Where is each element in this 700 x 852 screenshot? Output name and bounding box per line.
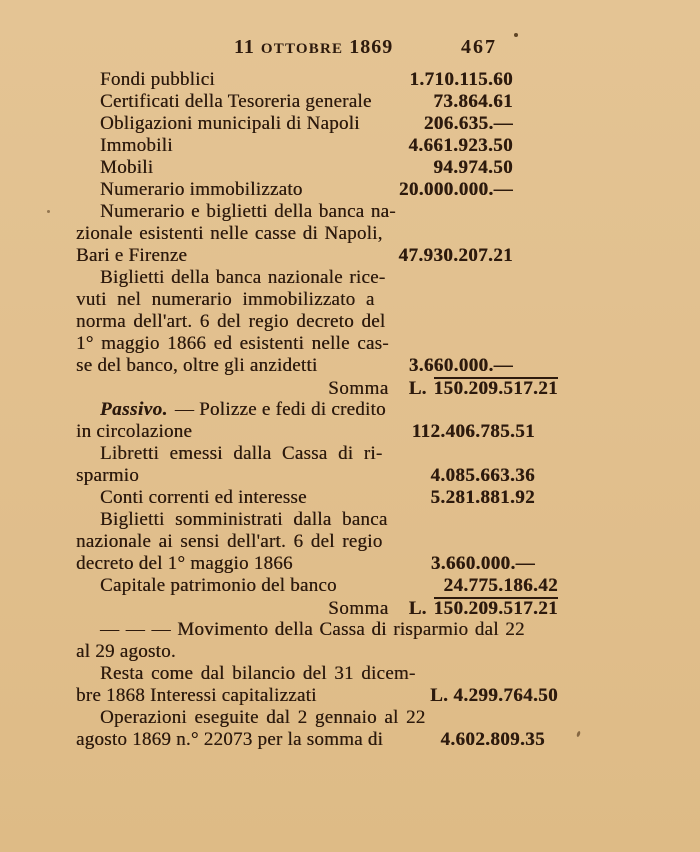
row-label: decreto del 1° maggio 1866: [76, 553, 293, 574]
para-biglietti-ricevuti-line-5: [76, 355, 700, 377]
somma-total: [328, 597, 558, 620]
row-amount: 73.864.61: [433, 91, 513, 112]
currency-abbrev: L.: [408, 378, 427, 399]
row-label: 1° maggio 1866 ed esistenti nelle cas-: [76, 333, 389, 354]
para-movimento-line-2: [76, 641, 700, 663]
row-amount: 94.974.50: [433, 157, 513, 178]
para-resta-bilancio-line-2: [76, 685, 700, 707]
page-header-date: [234, 36, 393, 59]
para-passivo-polizze-line-1: [76, 399, 700, 421]
row-immobili: [76, 135, 700, 157]
row-obligazioni-napoli: [76, 113, 700, 135]
row-label: — Polizze e fedi di credito: [174, 399, 386, 420]
para-operazioni-line-1: [76, 707, 700, 729]
para-biglietti-ricevuti-line-1: [76, 267, 700, 289]
row-label: Capitale patrimonio del banco: [100, 575, 337, 596]
row-label: agosto 1869 n.° 22073 per la somma di: [76, 729, 384, 750]
row-label: Biglietti somministrati dalla banca: [100, 509, 388, 530]
row-label: Conti correnti ed interesse: [100, 487, 307, 508]
row-amount: 47.930.207.21: [398, 245, 513, 266]
header-date-month: OTTOBRE: [260, 41, 344, 57]
row-label: Fondi pubblici: [100, 69, 215, 90]
row-label: Numerario e biglietti della banca na-: [100, 201, 396, 222]
row-somma-attivo: [76, 377, 700, 399]
scan-speck: [47, 210, 50, 213]
somma-label: Somma: [328, 598, 389, 619]
header-date-day: 11: [234, 36, 255, 58]
somma-total: [328, 377, 558, 400]
row-conti-correnti: [76, 487, 700, 509]
row-somma-passivo: [76, 597, 700, 619]
currency-abbrev: L.: [408, 598, 427, 619]
ledger-body: [76, 69, 700, 751]
para-resta-bilancio-line-1: [76, 663, 700, 685]
para-biglietti-ricevuti-line-3: [76, 311, 700, 333]
para-movimento-line-1: [76, 619, 700, 641]
row-amount: L. 4.299.764.50: [430, 685, 558, 706]
row-numerario-immobilizzato: [76, 179, 700, 201]
para-numerario-biglietti-line-1: [76, 201, 700, 223]
page-number: 467: [461, 36, 497, 58]
para-biglietti-somministrati-line-2: [76, 531, 700, 553]
row-amount: 5.281.881.92: [430, 487, 535, 508]
row-amount: 4.661.923.50: [408, 135, 513, 156]
row-label: Biglietti della banca nazionale rice-: [100, 267, 386, 288]
row-label: nazionale ai sensi dell'art. 6 del regio: [76, 531, 383, 552]
row-amount: 3.660.000.—: [430, 553, 535, 574]
row-fondi-pubblici: [76, 69, 700, 91]
para-biglietti-ricevuti-line-4: [76, 333, 700, 355]
row-mobili: [76, 157, 700, 179]
header-date-year: 1869: [349, 36, 394, 58]
somma-amount: 150.209.517.21: [433, 378, 558, 399]
row-label: Resta come dal bilancio del 31 dicem-: [100, 663, 416, 684]
row-label: se del banco, oltre gli anzidetti: [76, 355, 318, 376]
row-amount: 1.710.115.60: [409, 69, 513, 90]
somma-label: Somma: [328, 378, 389, 399]
row-certificati-tesoreria: [76, 91, 700, 113]
row-label: Mobili: [100, 157, 154, 178]
row-label: Libretti emessi dalla Cassa di ri-: [100, 443, 383, 464]
row-label: Numerario immobilizzato: [100, 179, 303, 200]
row-label: Obligazioni municipali di Napoli: [100, 113, 360, 134]
para-numerario-biglietti-line-2: [76, 223, 700, 245]
row-amount: 4.602.809.35: [440, 729, 545, 750]
row-amount: 112.406.785.51: [411, 421, 535, 442]
para-libretti-line-1: [76, 443, 700, 465]
para-libretti-line-2: [76, 465, 700, 487]
row-label: norma dell'art. 6 del regio decreto del: [76, 311, 386, 332]
row-label: Operazioni eseguite dal 2 gennaio al 22: [100, 707, 426, 728]
row-label: bre 1868 Interessi capitalizzati: [76, 685, 317, 706]
para-biglietti-somministrati-line-1: [76, 509, 700, 531]
somma-amount: 150.209.517.21: [433, 598, 558, 619]
row-label: al 29 agosto.: [76, 641, 176, 662]
row-label: Bari e Firenze: [76, 245, 188, 266]
row-label: in circolazione: [76, 421, 193, 442]
row-amount: 206.635.—: [423, 113, 513, 134]
row-capitale-patrimonio: [76, 575, 700, 597]
passivo-heading: Passivo.: [100, 399, 168, 420]
row-amount: 3.660.000.—: [408, 355, 513, 376]
row-label: vuti nel numerario immobilizzato a: [76, 289, 375, 310]
row-label: sparmio: [76, 465, 139, 486]
row-amount: 24.775.186.42: [443, 575, 558, 596]
row-label: zionale esistenti nelle casse di Napoli,: [76, 223, 383, 244]
row-label: Certificati della Tesoreria generale: [100, 91, 372, 112]
row-label: Immobili: [100, 135, 173, 156]
para-biglietti-somministrati-line-3: [76, 553, 700, 575]
para-numerario-biglietti-line-3: [76, 245, 700, 267]
scan-speck: [514, 33, 518, 37]
row-amount: 4.085.663.36: [430, 465, 535, 486]
page-header: [0, 36, 700, 60]
para-passivo-polizze-line-2: [76, 421, 700, 443]
row-label: — — — Movimento della Cassa di risparmio dal 22: [100, 619, 525, 640]
para-operazioni-line-2: [76, 729, 700, 751]
para-biglietti-ricevuti-line-2: [76, 289, 700, 311]
row-amount: 20.000.000.—: [398, 179, 513, 200]
